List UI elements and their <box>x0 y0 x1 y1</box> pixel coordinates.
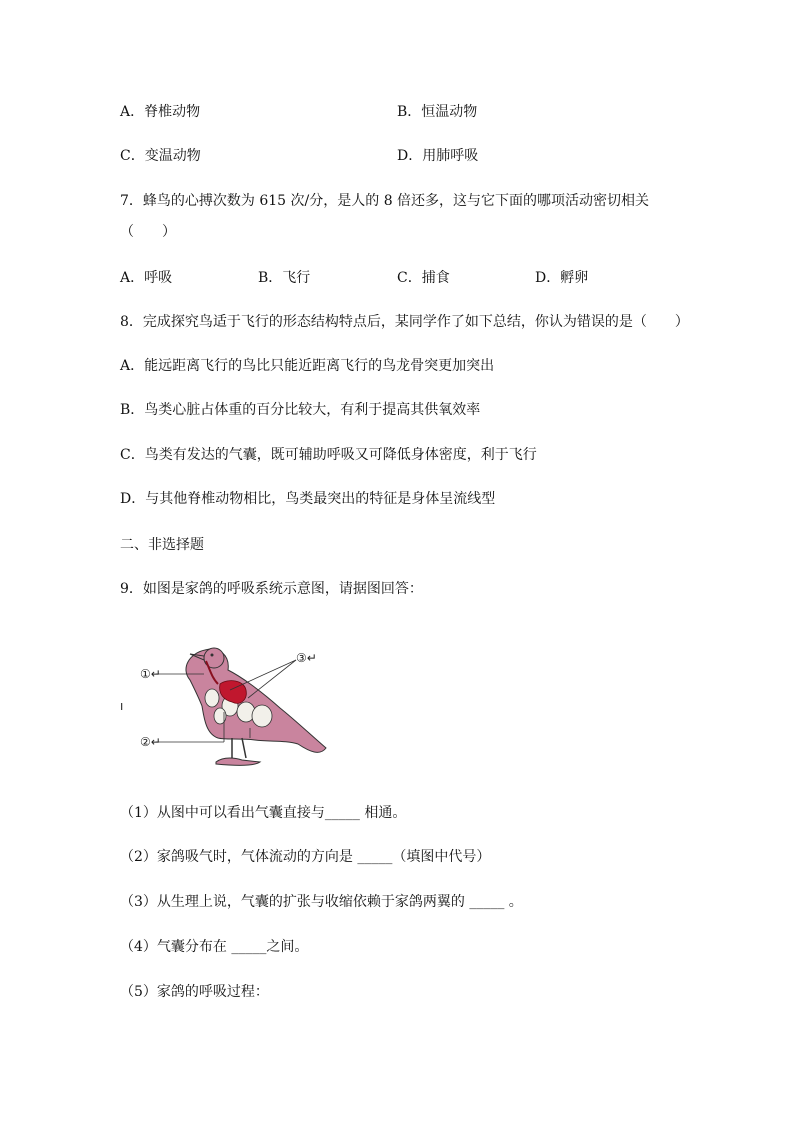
q8-option-c: C．鸟类有发达的气囊，既可辅助呼吸又可降低身体密度，利于飞行 <box>120 447 537 463</box>
air-sac <box>252 705 272 727</box>
q7-stem: 7．蜂鸟的心搏次数为 615 次/分，是人的 8 倍还多，这与它下面的哪项活动密切相关 <box>120 193 650 209</box>
q9-sub4: （4）气囊分布在 _____之间。 <box>120 939 309 955</box>
pigeon-legs <box>232 738 246 758</box>
q9-sub3: （3）从生理上说，气囊的扩张与收缩依赖于家鸽两翼的 _____ 。 <box>120 894 523 910</box>
q6-option-c: C．变温动物 <box>120 148 201 164</box>
q8-stem: 8．完成探究鸟适于飞行的形态结构特点后，某同学作了如下总结，你认为错误的是（ ） <box>120 314 689 330</box>
q7-option-b: B．飞行 <box>258 270 311 286</box>
q6-option-b: B．恒温动物 <box>397 104 478 120</box>
label-2: ②↵ <box>140 735 161 749</box>
q7-option-a: A．呼吸 <box>120 270 173 286</box>
q7-option-d: D．孵卵 <box>535 270 589 286</box>
label-1: ①↵ <box>140 667 161 681</box>
q6-option-a: A．脊椎动物 <box>120 104 201 120</box>
pigeon-respiratory-diagram <box>120 628 340 773</box>
pigeon-eye <box>211 654 214 657</box>
air-sac <box>205 689 219 707</box>
q9-sub5: （5）家鸽的呼吸过程： <box>120 984 269 1000</box>
q6-option-d: D．用肺呼吸 <box>397 148 479 164</box>
q9-sub1: （1）从图中可以看出气囊直接与_____ 相通。 <box>120 805 407 821</box>
stray-mark: ı <box>120 699 124 713</box>
q7-answer-bracket: （ ） <box>120 224 176 240</box>
q8-option-a: A．能远距离飞行的鸟比只能近距离飞行的鸟龙骨突更加突出 <box>120 358 495 374</box>
section-heading: 二、非选择题 <box>120 537 204 553</box>
q9-stem: 9．如图是家鸽的呼吸系统示意图，请据图回答： <box>120 581 423 597</box>
q7-option-c: C．捕食 <box>397 270 450 286</box>
pigeon-feet <box>216 758 260 765</box>
q9-sub2: （2）家鸽吸气时，气体流动的方向是 _____（填图中代号） <box>120 849 491 865</box>
label-3: ③↵ <box>296 651 317 665</box>
q8-option-d: D．与其他脊椎动物相比，鸟类最突出的特征是身体呈流线型 <box>120 491 496 507</box>
q8-option-b: B．鸟类心脏占体重的百分比较大，有利于提高其供氧效率 <box>120 402 481 418</box>
